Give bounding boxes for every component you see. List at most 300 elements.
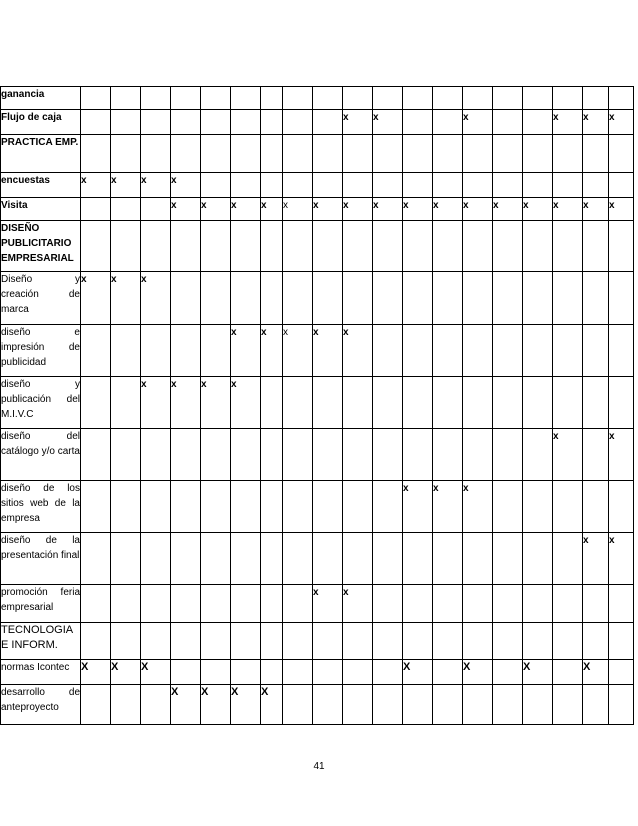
schedule-cell [403, 87, 433, 110]
schedule-mark: x [493, 198, 523, 221]
schedule-cell [201, 623, 231, 660]
schedule-cell [343, 685, 373, 725]
schedule-cell [553, 272, 583, 325]
schedule-cell [81, 135, 111, 173]
schedule-cell [141, 481, 171, 533]
schedule-cell [463, 325, 493, 377]
schedule-cell [283, 429, 313, 481]
schedule-cell [583, 429, 609, 481]
schedule-cell [609, 623, 634, 660]
schedule-cell [433, 110, 463, 135]
schedule-cell [283, 87, 313, 110]
schedule-cell [201, 533, 231, 585]
schedule-cell [283, 533, 313, 585]
schedule-cell [403, 377, 433, 429]
schedule-cell [231, 585, 261, 623]
schedule-cell [433, 660, 463, 685]
schedule-cell [81, 533, 111, 585]
schedule-cell [261, 272, 283, 325]
schedule-cell [81, 429, 111, 481]
row-label: promoción feria empresarial [1, 585, 81, 623]
schedule-cell [463, 585, 493, 623]
schedule-cell [433, 533, 463, 585]
schedule-cell [523, 429, 553, 481]
schedule-cell [231, 429, 261, 481]
schedule-cell [261, 623, 283, 660]
schedule-cell [583, 377, 609, 429]
schedule-mark: x [261, 198, 283, 221]
schedule-mark: x [523, 198, 553, 221]
schedule-mark: X [141, 660, 171, 685]
schedule-cell [111, 685, 141, 725]
schedule-cell [463, 221, 493, 272]
schedule-cell [523, 481, 553, 533]
schedule-cell [343, 533, 373, 585]
table-row [1, 377, 634, 429]
schedule-mark: x [231, 198, 261, 221]
schedule-cell [493, 585, 523, 623]
schedule-mark: X [111, 660, 141, 685]
schedule-cell [141, 325, 171, 377]
schedule-cell [553, 660, 583, 685]
schedule-cell [373, 173, 403, 198]
schedule-cell [231, 135, 261, 173]
schedule-mark: x [283, 325, 313, 377]
schedule-mark: x [171, 377, 201, 429]
row-label: encuestas [1, 173, 81, 198]
schedule-cell [373, 325, 403, 377]
row-label: diseño de la presentación final [1, 533, 81, 585]
schedule-mark: x [433, 481, 463, 533]
schedule-mark: x [283, 198, 313, 221]
schedule-cell [343, 660, 373, 685]
schedule-cell [523, 623, 553, 660]
schedule-cell [81, 87, 111, 110]
schedule-cell [201, 221, 231, 272]
schedule-cell [231, 481, 261, 533]
schedule-cell [403, 623, 433, 660]
schedule-cell [283, 272, 313, 325]
schedule-cell [373, 660, 403, 685]
schedule-cell [583, 87, 609, 110]
schedule-cell [433, 173, 463, 198]
schedule-cell [171, 623, 201, 660]
schedule-cell [313, 173, 343, 198]
schedule-cell [111, 585, 141, 623]
schedule-cell [403, 110, 433, 135]
schedule-mark: x [111, 272, 141, 325]
schedule-cell [373, 685, 403, 725]
schedule-cell [261, 110, 283, 135]
schedule-mark: x [609, 533, 634, 585]
schedule-cell [201, 660, 231, 685]
row-label: desarrollo de anteproyecto [1, 685, 81, 725]
schedule-cell [171, 585, 201, 623]
schedule-cell [261, 173, 283, 198]
schedule-cell [171, 325, 201, 377]
schedule-cell [463, 429, 493, 481]
schedule-cell [463, 135, 493, 173]
schedule-cell [493, 221, 523, 272]
schedule-cell [523, 110, 553, 135]
schedule-mark: x [261, 325, 283, 377]
schedule-cell [609, 585, 634, 623]
schedule-mark: x [553, 198, 583, 221]
schedule-cell [583, 481, 609, 533]
schedule-cell [403, 272, 433, 325]
schedule-cell [523, 272, 553, 325]
schedule-cell [343, 429, 373, 481]
schedule-cell [373, 221, 403, 272]
row-label: diseño de los sitios web de la empresa [1, 481, 81, 533]
schedule-cell [553, 325, 583, 377]
schedule-cell [463, 272, 493, 325]
schedule-cell [343, 221, 373, 272]
schedule-cell [313, 623, 343, 660]
table-row [1, 533, 634, 585]
schedule-cell [373, 623, 403, 660]
schedule-mark: x [373, 110, 403, 135]
schedule-cell [141, 685, 171, 725]
schedule-cell [553, 481, 583, 533]
schedule-cell [553, 685, 583, 725]
table-row [1, 87, 634, 110]
schedule-mark: x [231, 325, 261, 377]
schedule-cell [583, 623, 609, 660]
schedule-cell [283, 135, 313, 173]
schedule-cell [343, 481, 373, 533]
schedule-cell [609, 135, 634, 173]
schedule-cell [523, 533, 553, 585]
row-label: normas Icontec [1, 660, 81, 685]
schedule-cell [403, 221, 433, 272]
schedule-cell [493, 660, 523, 685]
schedule-cell [283, 110, 313, 135]
schedule-cell [201, 585, 231, 623]
schedule-cell [493, 533, 523, 585]
schedule-cell [553, 377, 583, 429]
schedule-mark: x [403, 481, 433, 533]
schedule-cell [583, 685, 609, 725]
row-label: PRACTICA EMP. [1, 135, 81, 173]
schedule-cell [313, 481, 343, 533]
schedule-cell [343, 135, 373, 173]
schedule-cell [231, 533, 261, 585]
schedule-cell [141, 221, 171, 272]
schedule-cell [141, 110, 171, 135]
schedule-cell [553, 87, 583, 110]
schedule-cell [523, 135, 553, 173]
schedule-mark: x [313, 585, 343, 623]
table-row [1, 173, 634, 198]
schedule-mark: x [141, 272, 171, 325]
schedule-cell [583, 272, 609, 325]
schedule-cell [313, 87, 343, 110]
schedule-cell [343, 173, 373, 198]
schedule-cell [201, 135, 231, 173]
schedule-cell [111, 221, 141, 272]
schedule-mark: X [261, 685, 283, 725]
schedule-cell [523, 585, 553, 623]
schedule-cell [313, 135, 343, 173]
schedule-cell [583, 585, 609, 623]
table-row [1, 685, 634, 725]
schedule-cell [313, 429, 343, 481]
schedule-mark: x [141, 173, 171, 198]
schedule-cell [343, 272, 373, 325]
schedule-mark: x [343, 585, 373, 623]
schedule-mark: X [463, 660, 493, 685]
schedule-cell [433, 377, 463, 429]
schedule-mark: x [81, 272, 111, 325]
schedule-cell [283, 660, 313, 685]
schedule-cell [81, 685, 111, 725]
schedule-cell [261, 533, 283, 585]
schedule-cell [403, 173, 433, 198]
schedule-cell [261, 87, 283, 110]
schedule-cell [201, 87, 231, 110]
schedule-cell [111, 110, 141, 135]
schedule-cell [553, 533, 583, 585]
schedule-cell [283, 481, 313, 533]
schedule-body [1, 87, 634, 725]
schedule-cell [493, 87, 523, 110]
schedule-cell [493, 173, 523, 198]
schedule-mark: X [231, 685, 261, 725]
row-label: diseño e impresión de publicidad [1, 325, 81, 377]
schedule-cell [171, 221, 201, 272]
schedule-cell [141, 623, 171, 660]
table-row [1, 585, 634, 623]
schedule-cell [111, 533, 141, 585]
schedule-cell [463, 173, 493, 198]
schedule-cell [433, 87, 463, 110]
schedule-cell [231, 623, 261, 660]
schedule-mark: x [583, 198, 609, 221]
schedule-cell [111, 623, 141, 660]
schedule-mark: x [463, 198, 493, 221]
schedule-cell [81, 585, 111, 623]
schedule-cell [583, 135, 609, 173]
schedule-mark: x [201, 377, 231, 429]
schedule-cell [609, 221, 634, 272]
schedule-cell [553, 221, 583, 272]
table-row [1, 135, 634, 173]
row-label: ganancia [1, 87, 81, 110]
schedule-mark: x [403, 198, 433, 221]
schedule-cell [373, 533, 403, 585]
schedule-cell [373, 87, 403, 110]
schedule-cell [553, 585, 583, 623]
row-label: Diseño y creación de marca [1, 272, 81, 325]
schedule-cell [493, 429, 523, 481]
schedule-mark: x [553, 110, 583, 135]
schedule-cell [553, 623, 583, 660]
schedule-mark: x [201, 198, 231, 221]
row-label: Flujo de caja [1, 110, 81, 135]
schedule-cell [283, 685, 313, 725]
schedule-mark: x [171, 173, 201, 198]
schedule-mark: X [81, 660, 111, 685]
schedule-cell [463, 87, 493, 110]
schedule-mark: x [343, 325, 373, 377]
row-label: diseño del catálogo y/o carta [1, 429, 81, 481]
schedule-cell [111, 429, 141, 481]
schedule-cell [313, 533, 343, 585]
schedule-cell [81, 198, 111, 221]
schedule-mark: x [313, 198, 343, 221]
schedule-cell [433, 685, 463, 725]
schedule-cell [553, 173, 583, 198]
schedule-cell [171, 533, 201, 585]
schedule-cell [171, 110, 201, 135]
schedule-cell [261, 660, 283, 685]
schedule-cell [81, 325, 111, 377]
schedule-cell [403, 325, 433, 377]
schedule-cell [201, 173, 231, 198]
schedule-mark: x [583, 110, 609, 135]
schedule-cell [313, 272, 343, 325]
schedule-cell [343, 623, 373, 660]
schedule-cell [433, 585, 463, 623]
schedule-mark: X [171, 685, 201, 725]
schedule-cell [403, 685, 433, 725]
schedule-mark: x [171, 198, 201, 221]
table-row [1, 429, 634, 481]
schedule-table [0, 86, 634, 725]
schedule-cell [493, 377, 523, 429]
schedule-cell [373, 429, 403, 481]
schedule-cell [609, 660, 634, 685]
schedule-cell [261, 221, 283, 272]
schedule-cell [609, 685, 634, 725]
schedule-mark: x [373, 198, 403, 221]
schedule-cell [81, 481, 111, 533]
schedule-cell [201, 325, 231, 377]
table-row [1, 623, 634, 660]
schedule-cell [283, 623, 313, 660]
schedule-cell [433, 272, 463, 325]
row-label: diseño y publicación del M.I.V.C [1, 377, 81, 429]
schedule-cell [493, 481, 523, 533]
schedule-cell [493, 272, 523, 325]
schedule-cell [523, 173, 553, 198]
schedule-cell [261, 429, 283, 481]
schedule-mark: x [463, 110, 493, 135]
schedule-cell [609, 272, 634, 325]
schedule-cell [463, 685, 493, 725]
schedule-cell [81, 110, 111, 135]
schedule-cell [283, 585, 313, 623]
schedule-cell [141, 429, 171, 481]
schedule-cell [261, 481, 283, 533]
schedule-mark: x [111, 173, 141, 198]
schedule-cell [493, 325, 523, 377]
schedule-cell [433, 429, 463, 481]
schedule-cell [373, 135, 403, 173]
schedule-cell [523, 685, 553, 725]
schedule-cell [433, 623, 463, 660]
table-row [1, 481, 634, 533]
schedule-cell [313, 685, 343, 725]
schedule-cell [111, 325, 141, 377]
schedule-cell [583, 325, 609, 377]
schedule-cell [493, 685, 523, 725]
schedule-cell [373, 272, 403, 325]
schedule-cell [81, 623, 111, 660]
table-row [1, 272, 634, 325]
schedule-cell [583, 173, 609, 198]
schedule-cell [111, 87, 141, 110]
schedule-cell [523, 221, 553, 272]
schedule-cell [609, 481, 634, 533]
schedule-mark: X [583, 660, 609, 685]
table-row [1, 110, 634, 135]
schedule-mark: x [553, 429, 583, 481]
schedule-mark: x [343, 198, 373, 221]
row-label: DISEÑO PUBLICITARIO EMPRESARIAL [1, 221, 81, 272]
schedule-cell [141, 585, 171, 623]
schedule-cell [493, 110, 523, 135]
schedule-cell [609, 377, 634, 429]
schedule-mark: x [81, 173, 111, 198]
schedule-mark: x [343, 110, 373, 135]
schedule-cell [433, 325, 463, 377]
schedule-cell [583, 221, 609, 272]
row-label: Visita [1, 198, 81, 221]
schedule-cell [313, 110, 343, 135]
schedule-mark: x [583, 533, 609, 585]
schedule-cell [261, 585, 283, 623]
schedule-cell [171, 135, 201, 173]
schedule-cell [111, 377, 141, 429]
schedule-mark: X [523, 660, 553, 685]
schedule-cell [81, 377, 111, 429]
schedule-mark: x [609, 110, 634, 135]
row-label: TECNOLOGIA E INFORM. [1, 623, 81, 660]
schedule-cell [171, 272, 201, 325]
schedule-cell [141, 533, 171, 585]
table-row [1, 221, 634, 272]
schedule-cell [403, 429, 433, 481]
schedule-cell [609, 325, 634, 377]
schedule-cell [231, 660, 261, 685]
schedule-cell [231, 221, 261, 272]
schedule-cell [313, 221, 343, 272]
schedule-mark: X [403, 660, 433, 685]
schedule-mark: x [463, 481, 493, 533]
schedule-cell [523, 87, 553, 110]
schedule-cell [201, 429, 231, 481]
schedule-cell [313, 660, 343, 685]
schedule-cell [111, 481, 141, 533]
schedule-cell [463, 623, 493, 660]
schedule-cell [141, 87, 171, 110]
schedule-mark: x [231, 377, 261, 429]
schedule-cell [493, 135, 523, 173]
schedule-cell [231, 87, 261, 110]
schedule-cell [141, 135, 171, 173]
schedule-mark: x [609, 198, 634, 221]
schedule-cell [141, 198, 171, 221]
table-row [1, 325, 634, 377]
schedule-mark: X [201, 685, 231, 725]
schedule-cell [201, 272, 231, 325]
schedule-cell [313, 377, 343, 429]
schedule-cell [523, 377, 553, 429]
schedule-cell [171, 481, 201, 533]
schedule-cell [283, 221, 313, 272]
